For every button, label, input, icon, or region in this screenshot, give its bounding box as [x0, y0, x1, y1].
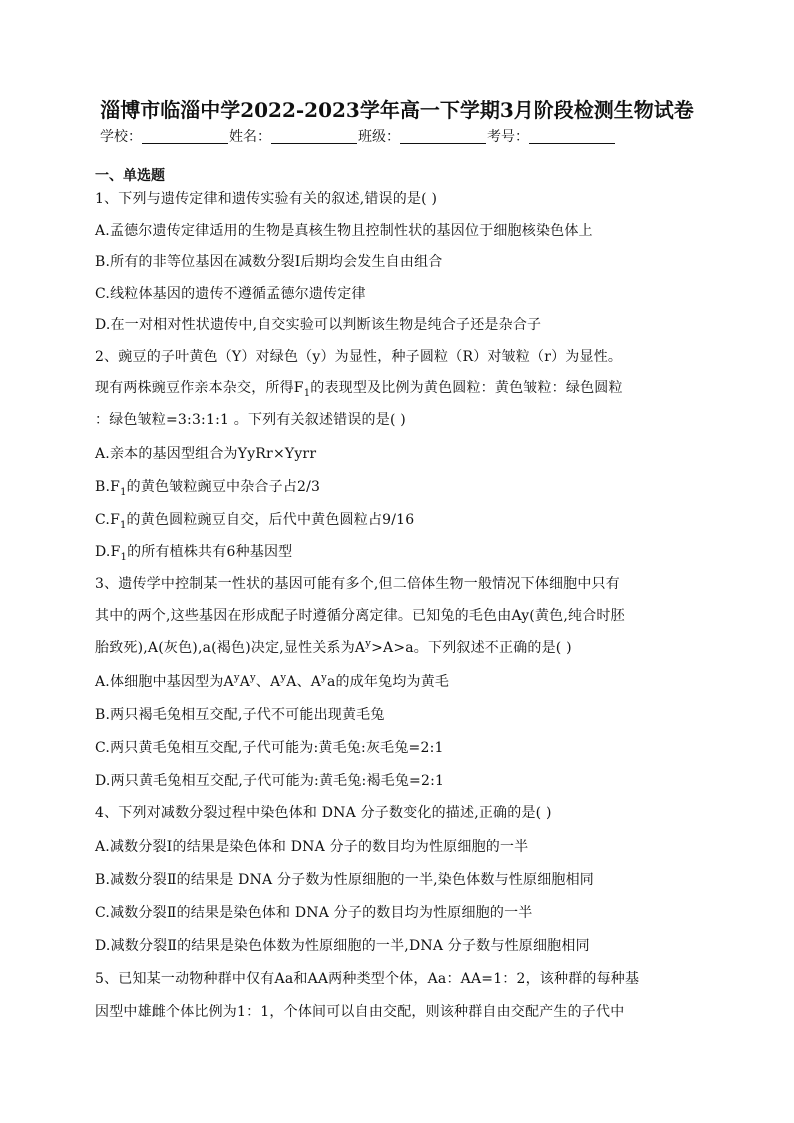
q2-option-a: A.亲本的基因型组合为YyRr×Yyrr	[95, 446, 317, 462]
name-blank	[271, 129, 357, 144]
q3-stem-line2: 其中的两个,这些基因在形成配子时遵循分离定律。已知兔的毛色由Ay(黄色,纯合时胚	[95, 608, 625, 624]
q1-option-b: B.所有的非等位基因在减数分裂I后期均会发生自由组合	[95, 254, 443, 270]
class-blank	[400, 129, 486, 144]
q2-stem-line1: 2、豌豆的子叶黄色（Y）对绿色（y）为显性，种子圆粒（R）对皱粒（r）为显性。	[95, 349, 623, 365]
q3-option-d: D.两只黄毛兔相互交配,子代可能为:黄毛兔:褐毛兔=2:1	[95, 773, 445, 789]
q3-stem-line3: 胎致死),A(灰色),a(褐色)决定,显性关系为$A^y>A>a$。下列叙述不正确的是( )	[95, 638, 572, 656]
q2-stem-line3: ：绿色皱粒=3:3:1:1 。下列有关叙述错误的是( )	[95, 412, 406, 428]
name-label: 姓名：	[229, 129, 271, 145]
q4-option-d: D.减数分裂Ⅱ的结果是染色体数为性原细胞的一半,DNA 分子数与性原细胞相同	[95, 938, 590, 954]
q1-option-c: C.线粒体基因的遗传不遵循孟德尔遗传定律	[95, 286, 366, 302]
school-label: 学校：	[100, 129, 142, 145]
q2-stem-line2: 现有两株豌豆作亲本杂交，所得$F_1$的表现型及比例为黄色圆粒：黄色皱粒：绿色圆粒	[95, 380, 623, 399]
school-blank	[142, 129, 228, 144]
q3-option-c: C.两只黄毛兔相互交配,子代可能为:黄毛兔:灰毛兔=2:1	[95, 740, 444, 756]
q3-stem-line1: 3、遗传学中控制某一性状的基因可能有多个,但二倍体生物一般情况下体细胞中只有	[95, 576, 620, 592]
q4-option-b: B.减数分裂Ⅱ的结果是 DNA 分子数为性原细胞的一半,染色体数与性原细胞相同	[95, 872, 594, 888]
q5-stem-line1: 5、已知某一动物种群中仅有Aa和AA两种类型个体，Aa：AA=1：2，该种群的每种基	[95, 971, 640, 987]
q4-option-a: A.减数分裂Ⅰ的结果是染色体和 DNA 分子的数目均为性原细胞的一半	[95, 839, 529, 855]
q3-option-a: A.体细胞中基因型为$A^yA^y$、$A^yA$、$A^ya$的成年兔均为黄毛	[95, 672, 450, 690]
q5-stem-line2: 因型中雄雌个体比例为1：1，个体间可以自由交配，则该种群自由交配产生的子代中	[95, 1004, 625, 1020]
q1-option-d: D.在一对相对性状遗传中,自交实验可以判断该生物是纯合子还是杂合子	[95, 317, 542, 333]
class-label: 班级：	[358, 129, 400, 145]
q4-stem: 4、下列对减数分裂过程中染色体和 DNA 分子数变化的描述,正确的是( )	[95, 805, 552, 821]
section-heading: 一、单选题	[95, 168, 165, 184]
q2-option-d: $D.F_1$的所有植株共有6种基因型	[95, 544, 293, 563]
exam-title: 淄博市临淄中学2022-2023学年高一下学期3月阶段检测生物试卷	[100, 98, 694, 122]
q4-option-c: C.减数分裂Ⅱ的结果是染色体和 DNA 分子的数目均为性原细胞的一半	[95, 905, 533, 921]
q2-option-b: $B.F_1$的黄色皱粒豌豆中杂合子占2/3	[95, 479, 321, 498]
exam-number-label: 考号：	[487, 129, 529, 145]
q1-option-a: A.孟德尔遗传定律适用的生物是真核生物且控制性状的基因位于细胞核染色体上	[95, 223, 593, 239]
q1-stem: 1、下列与遗传定律和遗传实验有关的叙述,错误的是( )	[95, 191, 438, 207]
student-info-line	[100, 126, 720, 146]
q2-option-c: $C.F_1$的黄色圆粒豌豆自交，后代中黄色圆粒占9/16	[95, 512, 415, 531]
q3-option-b: B.两只褐毛兔相互交配,子代不可能出现黄毛兔	[95, 707, 385, 723]
exam-number-blank	[529, 129, 615, 144]
